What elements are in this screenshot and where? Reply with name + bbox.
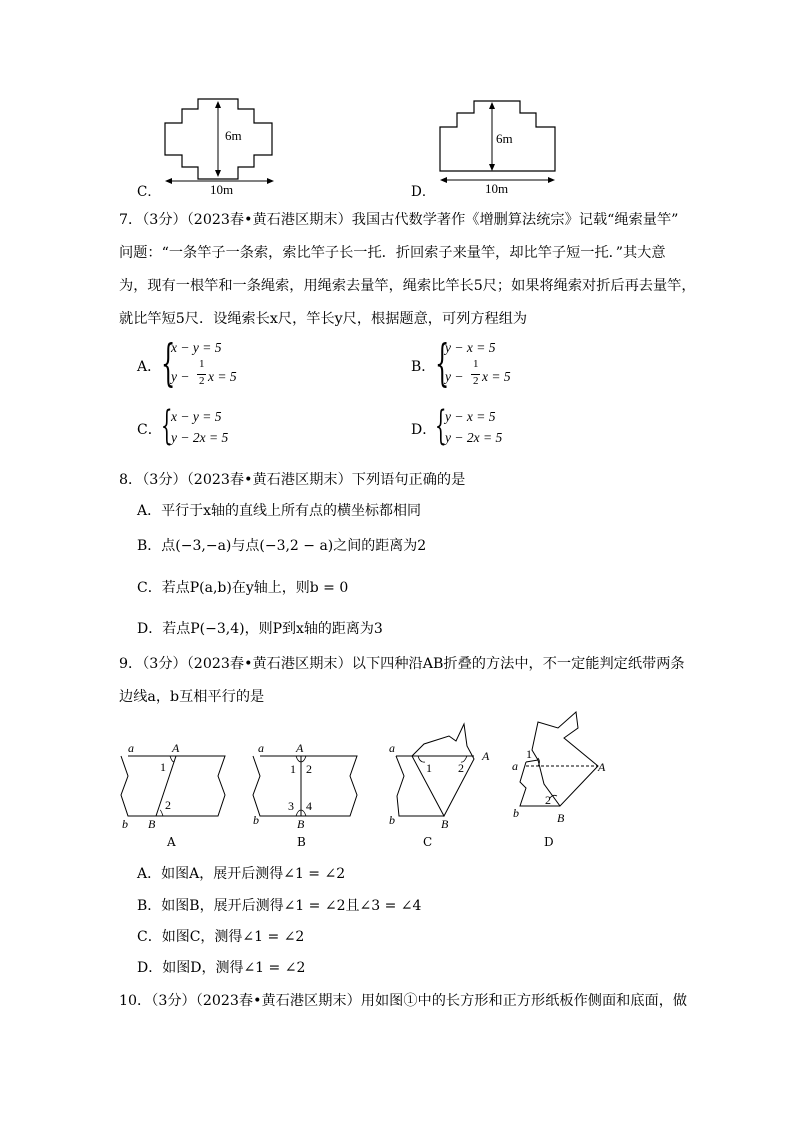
figure-d bbox=[430, 95, 570, 195]
q7-line-2: 问题：“一条竿子一条索，索比竿子长一托．折回索子来量竿，却比竿子短一托．”其大意 bbox=[119, 245, 666, 261]
q7-opt-a-eq1: x − y = 5 bbox=[171, 340, 222, 355]
svg-text:B: B bbox=[148, 817, 156, 831]
q7-opt-b-eq2-pre: y − bbox=[445, 369, 464, 384]
svg-text:a: a bbox=[128, 741, 134, 755]
svg-text:a: a bbox=[258, 741, 264, 755]
q7-opt-a-eq2-pre: y − bbox=[171, 369, 190, 384]
height-label-c: 6m bbox=[225, 128, 242, 143]
svg-text:1: 1 bbox=[426, 761, 432, 775]
q9-caption-d: D bbox=[544, 835, 554, 849]
svg-text:2: 2 bbox=[545, 793, 551, 807]
svg-text:2: 2 bbox=[165, 798, 171, 812]
q9-caption-a: A bbox=[167, 835, 176, 849]
svg-text:1: 1 bbox=[160, 760, 166, 774]
height-label-d: 6m bbox=[496, 131, 513, 146]
width-label-d: 10m bbox=[485, 181, 509, 196]
q9-opt-b: B．如图B，展开后测得∠1 = ∠2且∠3 = ∠4 bbox=[137, 898, 422, 914]
q7-line-1: 7．（3分）（2023春•黄石港区期末）我国古代数学著作《增删算法统宗》记载“绳索量竿” bbox=[119, 212, 679, 228]
q7-opt-a-frac-den: 2 bbox=[199, 375, 205, 387]
q7-opt-b-label: B． bbox=[411, 359, 436, 375]
figure-c bbox=[140, 95, 290, 195]
q7-opt-d-label: D． bbox=[411, 422, 437, 438]
svg-text:B: B bbox=[297, 817, 305, 831]
svg-text:b: b bbox=[253, 813, 259, 827]
q7-line-4: 就比竿短5尺．设绳索长x尺，竿长y尺，根据题意，可列方程组为 bbox=[119, 311, 528, 327]
svg-text:B: B bbox=[441, 817, 449, 831]
q9-caption-b: B bbox=[297, 835, 306, 849]
svg-text:a: a bbox=[389, 741, 395, 755]
svg-text:A: A bbox=[598, 760, 606, 774]
svg-text:A: A bbox=[482, 749, 490, 763]
q7-opt-a-brace: { bbox=[161, 334, 176, 392]
q9-figure-d bbox=[508, 710, 628, 828]
q7-opt-b-frac-num: 1 bbox=[473, 358, 479, 370]
q9-line-2: 边线a，b互相平行的是 bbox=[119, 689, 265, 705]
q9-opt-d: D．如图D，测得∠1 = ∠2 bbox=[137, 960, 306, 976]
q9-caption-c: C bbox=[423, 835, 433, 849]
q7-opt-a-eq2-post: x = 5 bbox=[208, 369, 237, 384]
svg-text:A: A bbox=[172, 741, 180, 755]
q9-figure-a bbox=[118, 736, 233, 831]
q10-line-1: 10．（3分）（2023春•黄石港区期末）用如图①中的长方形和正方形纸板作侧面和底面，做 bbox=[119, 993, 688, 1009]
svg-text:A: A bbox=[296, 741, 304, 755]
svg-text:1: 1 bbox=[526, 747, 532, 761]
q9-opt-a: A．如图A，展开后测得∠1 = ∠2 bbox=[137, 866, 346, 882]
svg-text:b: b bbox=[389, 813, 395, 827]
q7-opt-d-brace: { bbox=[435, 403, 447, 449]
q7-opt-b-eq1: y − x = 5 bbox=[445, 340, 496, 355]
svg-text:B: B bbox=[557, 811, 565, 825]
q9-opt-c: C．如图C，测得∠1 = ∠2 bbox=[137, 929, 305, 945]
svg-text:a: a bbox=[512, 759, 518, 773]
q8-opt-c: C．若点P(a,b)在y轴上，则b = 0 bbox=[137, 580, 349, 596]
q7-opt-d-eq2: y − 2x = 5 bbox=[445, 430, 503, 445]
q7-opt-a-label: A． bbox=[137, 359, 162, 375]
q9-figure-b bbox=[250, 736, 365, 831]
svg-text:b: b bbox=[122, 817, 128, 831]
q7-opt-a-frac-num: 1 bbox=[199, 358, 205, 370]
q7-opt-c-label: C． bbox=[137, 422, 162, 438]
svg-text:3: 3 bbox=[288, 799, 294, 813]
q9-figure-c bbox=[384, 716, 499, 831]
width-label-c: 10m bbox=[210, 182, 234, 197]
q8-stem: 8．（3分）（2023春•黄石港区期末）下列语句正确的是 bbox=[119, 472, 466, 488]
fig-c-label: C． bbox=[137, 184, 161, 200]
q7-opt-b-frac-den: 2 bbox=[473, 375, 479, 387]
q7-opt-c-brace: { bbox=[161, 403, 173, 449]
fig-d-label: D． bbox=[411, 184, 436, 200]
q8-opt-a: A．平行于x轴的直线上所有点的横坐标都相同 bbox=[137, 503, 422, 519]
q9-line-1: 9．（3分）（2023春•黄石港区期末）以下四种沿AB折叠的方法中，不一定能判定纸带两条 bbox=[119, 656, 685, 672]
svg-text:2: 2 bbox=[306, 762, 312, 776]
q7-line-3: 为，现有一根竿和一条绳索，用绳索去量竿，绳索比竿长5尺；如果将绳索对折后再去量竿， bbox=[119, 278, 696, 294]
svg-text:1: 1 bbox=[290, 762, 296, 776]
svg-text:b: b bbox=[513, 806, 519, 820]
q7-opt-d-eq1: y − x = 5 bbox=[445, 409, 496, 424]
q7-opt-b-brace: { bbox=[435, 334, 450, 392]
q7-opt-b-eq2-post: x = 5 bbox=[482, 369, 511, 384]
q7-opt-c-eq2: y − 2x = 5 bbox=[171, 430, 229, 445]
svg-text:2: 2 bbox=[458, 761, 464, 775]
q8-opt-b: B．点(−3,−a)与点(−3,2 − a)之间的距离为2 bbox=[137, 538, 427, 554]
svg-text:4: 4 bbox=[306, 799, 312, 813]
q7-opt-c-eq1: x − y = 5 bbox=[171, 409, 222, 424]
q8-opt-d: D．若点P(−3,4)，则P到x轴的距离为3 bbox=[137, 621, 383, 637]
